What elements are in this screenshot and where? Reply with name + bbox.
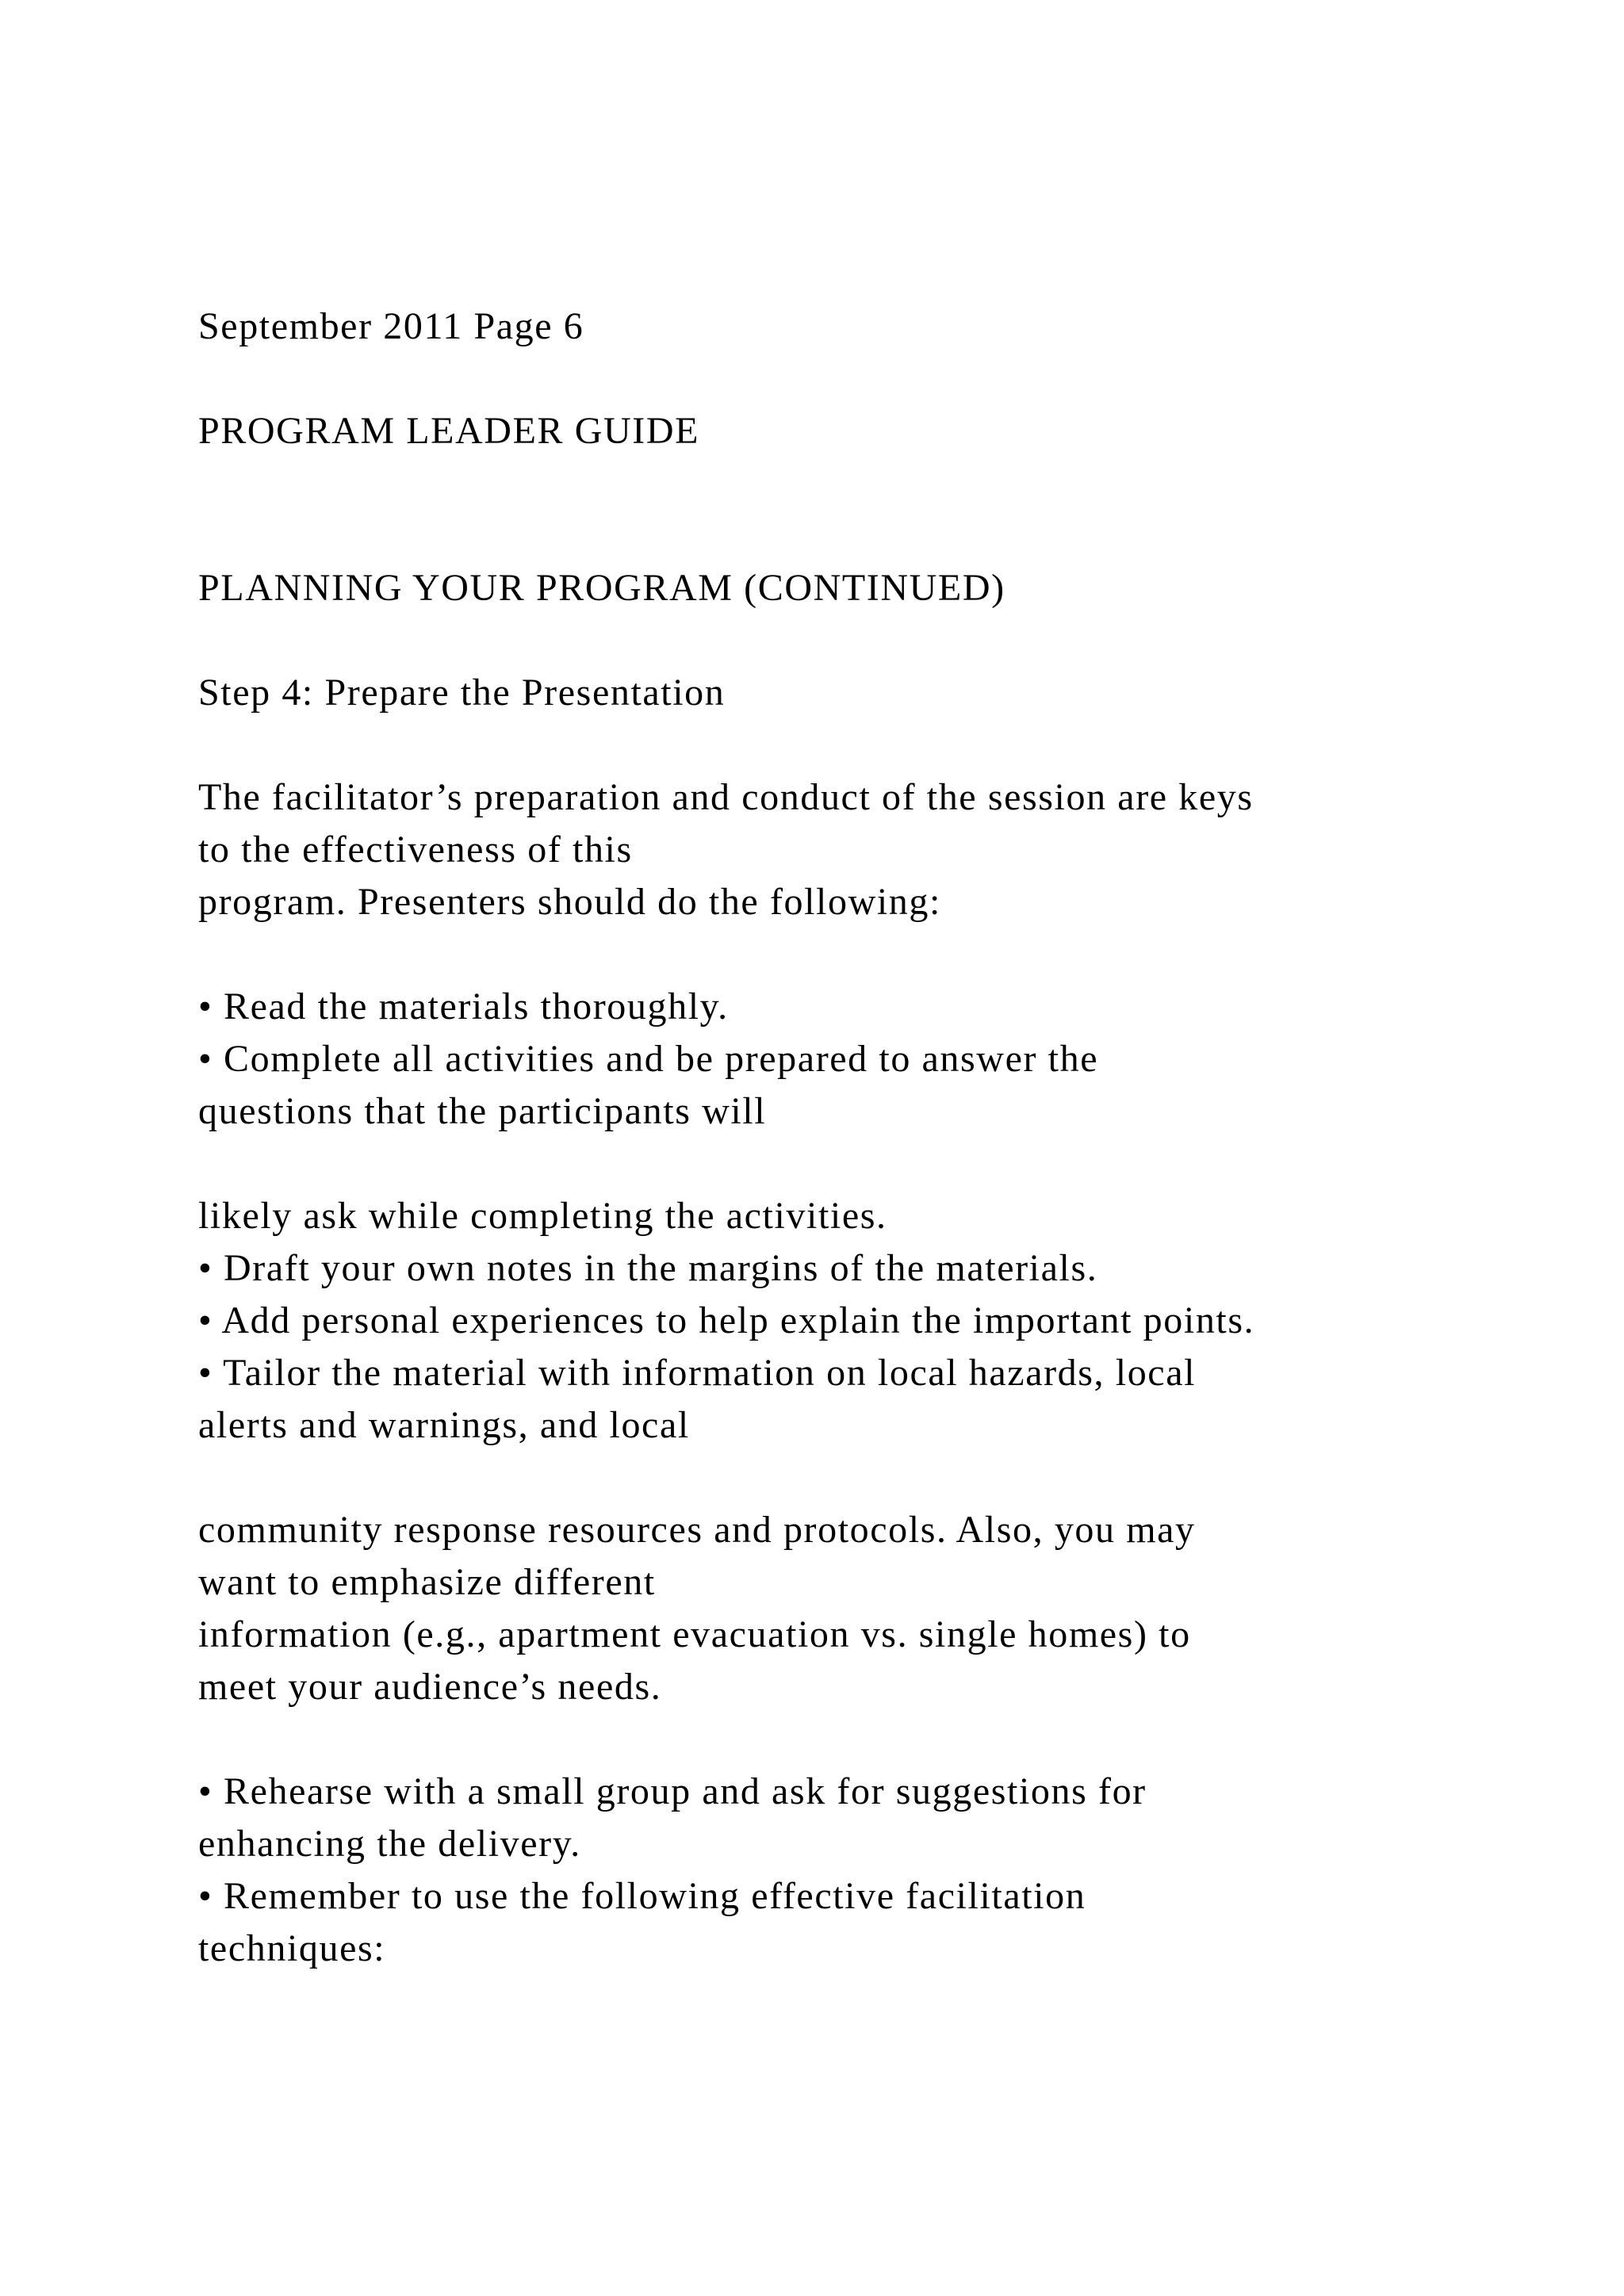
bullet-complete-activities-line-2: questions that the participants will: [198, 1090, 767, 1132]
step-heading: Step 4: Prepare the Presentation: [198, 672, 726, 714]
bullet-tailor-material-line-5: information (e.g., apartment evacuation vs. single homes) to: [198, 1613, 1191, 1655]
bullet-remember-line-1: • Remember to use the following effective facilitation: [198, 1875, 1086, 1917]
bullet-tailor-material-line-2: alerts and warnings, and local: [198, 1404, 690, 1446]
intro-line-1: The facilitator’s preparation and conduct of the session are keys: [198, 776, 1254, 818]
bullet-rehearse-line-1: • Rehearse with a small group and ask for suggestions for: [198, 1770, 1147, 1812]
bullet-complete-activities-line-3: likely ask while completing the activities.: [198, 1195, 887, 1237]
bullet-tailor-material-line-3: community response resources and protocols. Also, you may: [198, 1509, 1196, 1551]
bullet-complete-activities-line-1: • Complete all activities and be prepared to answer the: [198, 1038, 1099, 1080]
bullet-tailor-material-line-6: meet your audience’s needs.: [198, 1666, 662, 1708]
bullet-tailor-material-line-4: want to emphasize different: [198, 1561, 656, 1603]
bullet-remember-line-2: techniques:: [198, 1927, 386, 1969]
bullet-tailor-material-line-1: • Tailor the material with information on local hazards, local: [198, 1352, 1197, 1394]
bullet-rehearse-line-2: enhancing the delivery.: [198, 1823, 581, 1865]
bullet-read-materials: • Read the materials thoroughly.: [198, 985, 729, 1027]
intro-line-2: to the effectiveness of this: [198, 828, 633, 871]
date-page-header: September 2011 Page 6: [198, 305, 584, 347]
intro-line-3: program. Presenters should do the following:: [198, 881, 941, 923]
section-heading: PLANNING YOUR PROGRAM (CONTINUED): [198, 567, 1005, 609]
guide-title: PROGRAM LEADER GUIDE: [198, 410, 699, 452]
bullet-personal-experiences: • Add personal experiences to help explain the important points.: [198, 1299, 1255, 1341]
bullet-draft-notes: • Draft your own notes in the margins of the materials.: [198, 1247, 1098, 1289]
